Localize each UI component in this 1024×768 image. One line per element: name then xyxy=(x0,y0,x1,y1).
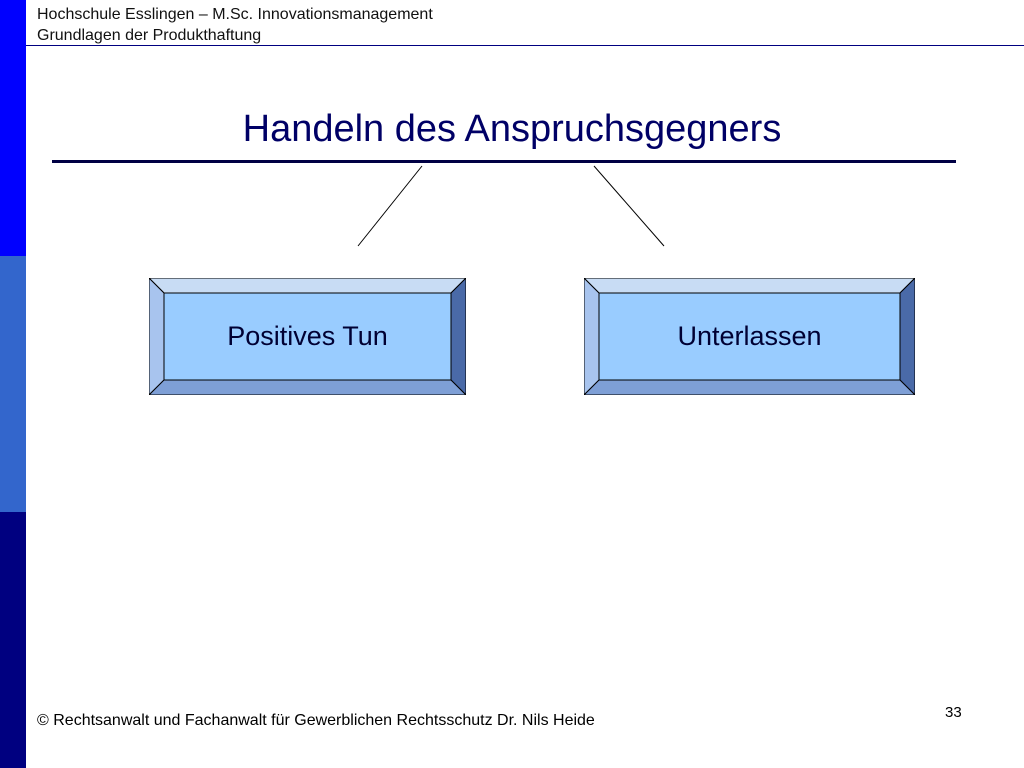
connector-right xyxy=(594,166,664,246)
header-line-2: Grundlagen der Produkthaftung xyxy=(37,27,262,44)
footer-copyright: © Rechtsanwalt und Fachanwalt für Gewerblichen Rechtsschutz Dr. Nils Heide xyxy=(37,712,595,729)
box-unterlassen xyxy=(584,278,901,395)
box-positives-tun xyxy=(149,278,466,395)
box-label: Positives Tun xyxy=(227,321,388,351)
header-line-1: Hochschule Esslingen – M.Sc. Innovationsmanagement xyxy=(37,6,433,23)
page-number: 33 xyxy=(945,704,962,721)
connector-left xyxy=(358,166,422,246)
box-label: Unterlassen xyxy=(677,321,822,351)
page-title-text: Handeln des Anspruchsgegners xyxy=(242,108,782,150)
